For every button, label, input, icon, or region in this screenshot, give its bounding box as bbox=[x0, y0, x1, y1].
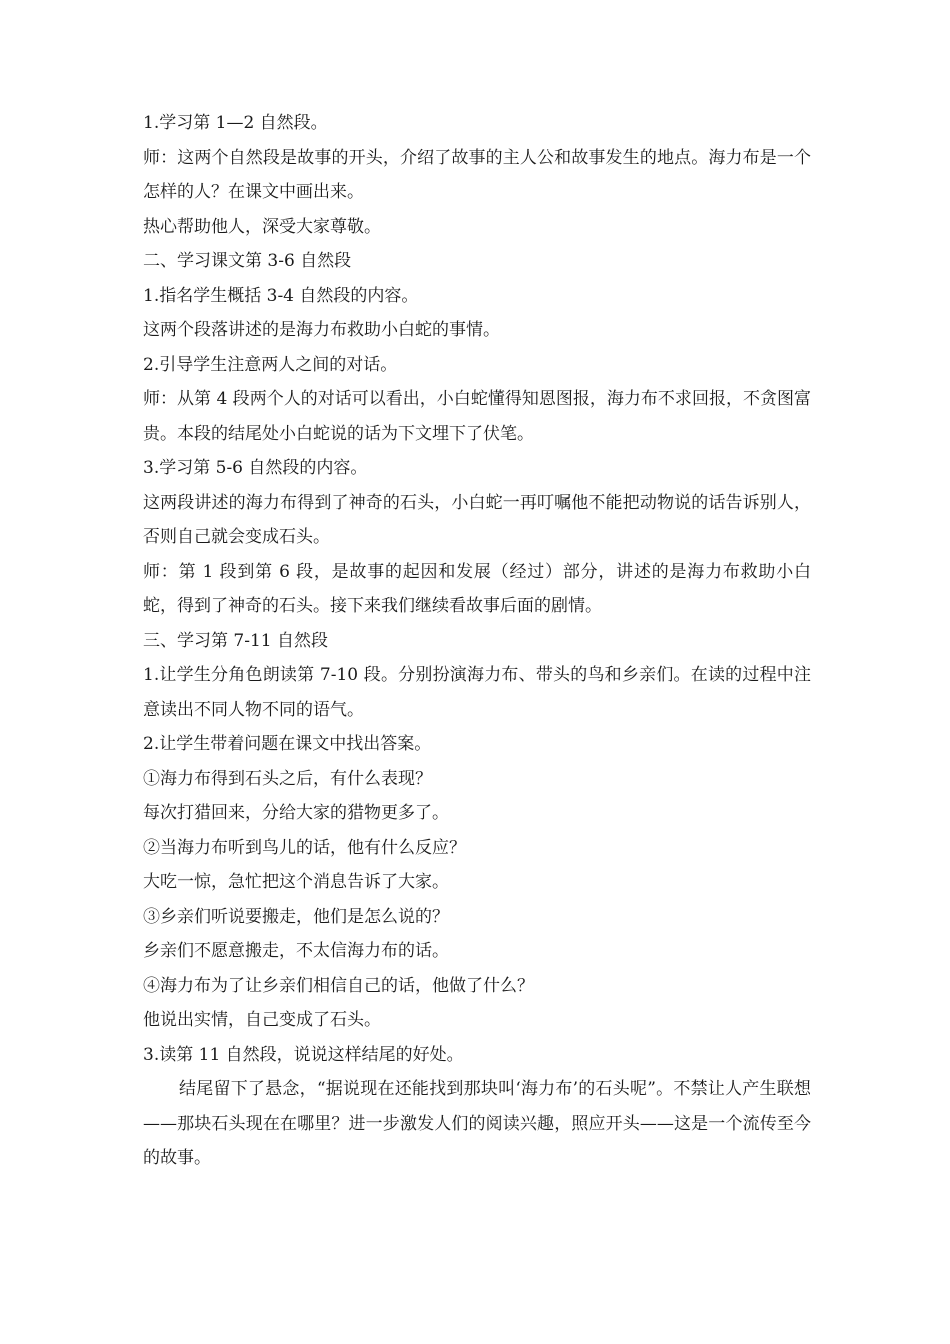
paragraph: 1.指名学生概括 3-4 自然段的内容。 bbox=[143, 285, 419, 306]
answer-item: 他说出实情，自己变成了石头。 bbox=[143, 1010, 381, 1030]
paragraph: 这两段讲述的海力布得到了神奇的石头，小白蛇一再叮嘱他不能把动物说的话告诉别人，否则自己就会变成石头。 bbox=[143, 492, 811, 547]
document-body bbox=[143, 106, 811, 1176]
question-item: ②当海力布听到鸟儿的话，他有什么反应？ bbox=[143, 837, 466, 858]
paragraph: 3.学习第 5-6 自然段的内容。 bbox=[143, 458, 368, 478]
paragraph: 1.学习第 1—2 自然段。 bbox=[143, 113, 328, 133]
section-heading: 三、学习第 7-11 自然段 bbox=[143, 630, 328, 651]
paragraph: 3.读第 11 自然段，说说这样结尾的好处。 bbox=[143, 1044, 464, 1065]
paragraph: 热心帮助他人，深受大家尊敬。 bbox=[143, 216, 381, 237]
paragraph: 2.让学生带着问题在课文中找出答案。 bbox=[143, 734, 432, 754]
question-item: ④海力布为了让乡亲们相信自己的话，他做了什么？ bbox=[143, 975, 534, 996]
answer-item: 每次打猎回来，分给大家的猎物更多了。 bbox=[143, 803, 449, 823]
paragraph: 师：第 1 段到第 6 段，是故事的起因和发展（经过）部分，讲述的是海力布救助小白蛇，得到了神奇的石头。接下来我们继续看故事后面的剧情。 bbox=[143, 561, 811, 616]
answer-item: 大吃一惊，急忙把这个消息告诉了大家。 bbox=[143, 872, 449, 892]
paragraph: 这两个段落讲述的是海力布救助小白蛇的事情。 bbox=[143, 320, 500, 340]
question-item: ③乡亲们听说要搬走，他们是怎么说的？ bbox=[143, 906, 449, 927]
closing-paragraph: 结尾留下了悬念，“据说现在还能找到那块叫‘海力布’的石头呢”。不禁让人产生联想——那块石头现在在哪里？进一步激发人们的阅读兴趣，照应开头——这是一个流传至今的故事。 bbox=[143, 1079, 811, 1168]
paragraph: 2.引导学生注意两人之间的对话。 bbox=[143, 354, 398, 375]
question-item: ①海力布得到石头之后，有什么表现？ bbox=[143, 768, 432, 789]
paragraph: 1.让学生分角色朗读第 7-10 段。分别扮演海力布、带头的鸟和乡亲们。在读的过程中注意读出不同人物不同的语气。 bbox=[143, 665, 811, 720]
answer-item: 乡亲们不愿意搬走，不太信海力布的话。 bbox=[143, 941, 449, 961]
paragraph: 师：这两个自然段是故事的开头，介绍了故事的主人公和故事发生的地点。海力布是一个怎样的人？在课文中画出来。 bbox=[143, 147, 811, 202]
paragraph: 师：从第 4 段两个人的对话可以看出，小白蛇懂得知恩图报，海力布不求回报，不贪图富贵。本段的结尾处小白蛇说的话为下文埋下了伏笔。 bbox=[143, 389, 811, 444]
section-heading: 二、学习课文第 3-6 自然段 bbox=[143, 251, 352, 271]
